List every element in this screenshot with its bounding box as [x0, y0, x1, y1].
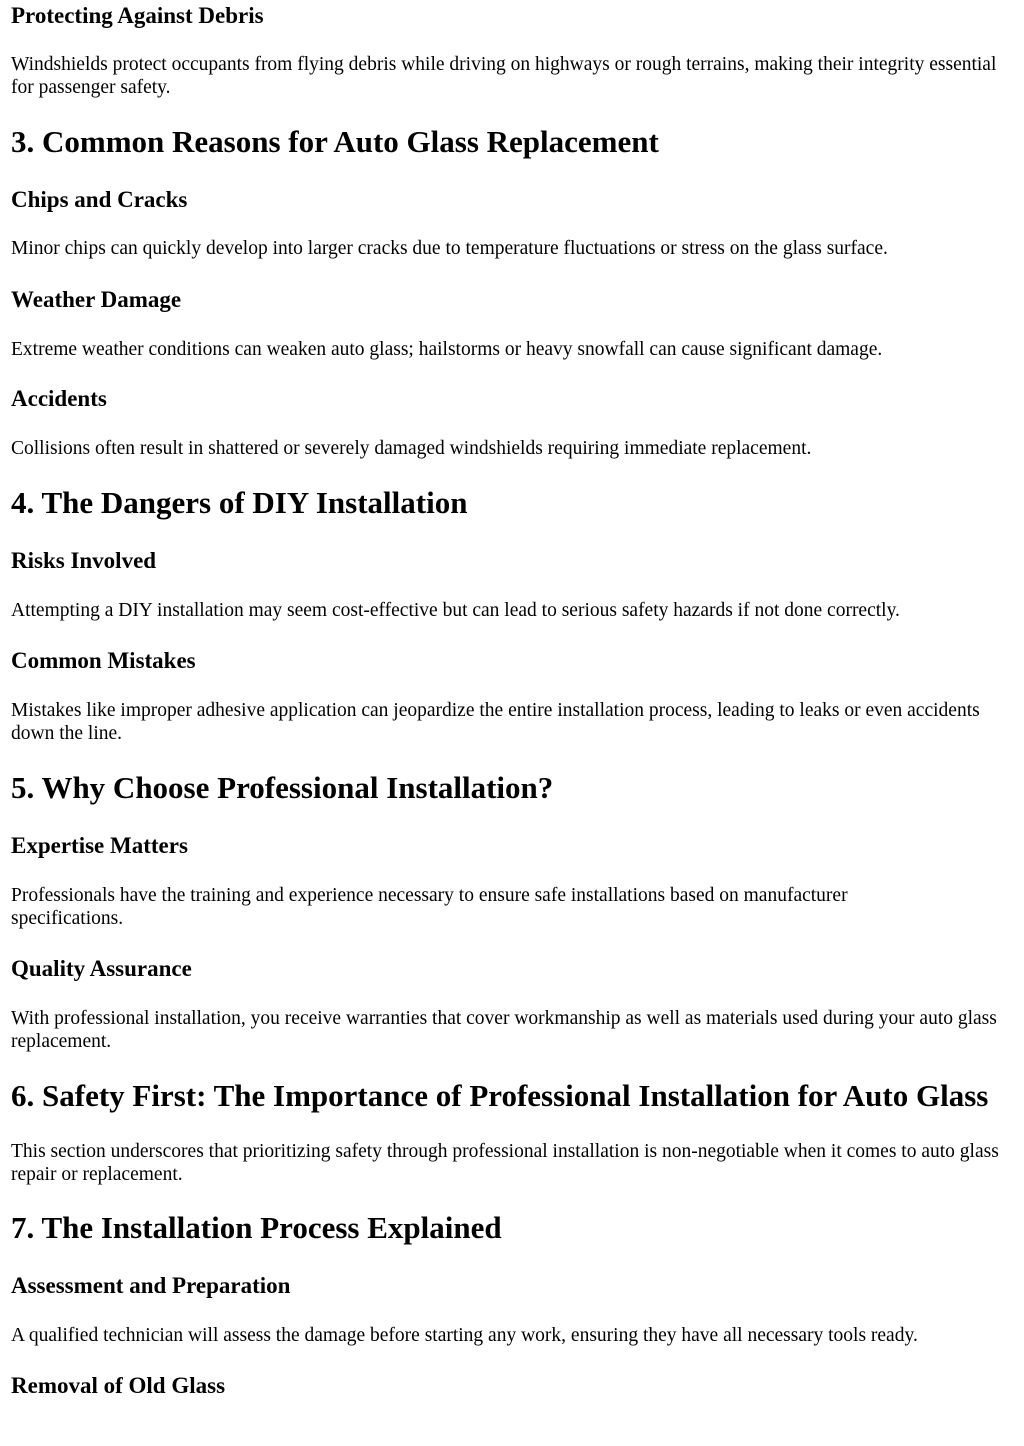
- section-7-title: 7. The Installation Process Explained: [11, 1210, 502, 1245]
- accidents-paragraph: Collisions often result in shattered or severely damaged windshields requiring immediate replacement.: [11, 438, 812, 459]
- assessment-heading: Assessment and Preparation: [11, 1273, 291, 1298]
- mistakes-heading: Common Mistakes: [11, 648, 196, 673]
- section-6-title: 6. Safety First: The Importance of Professional Installation for Auto Glass: [11, 1078, 989, 1113]
- chips-heading: Chips and Cracks: [11, 187, 188, 212]
- assessment-paragraph: A qualified technician will assess the damage before starting any work, ensuring they have all necessary tools ready.: [11, 1325, 918, 1346]
- removal-heading: Removal of Old Glass: [11, 1373, 226, 1398]
- section-6-paragraph: This section underscores that prioritizing safety through professional installation is non-negotiable when it comes to auto glass repair or replacement.: [11, 1141, 999, 1185]
- expertise-heading: Expertise Matters: [11, 833, 188, 858]
- section-5-title: 5. Why Choose Professional Installation?: [11, 770, 554, 805]
- mistakes-paragraph: Mistakes like improper adhesive application can jeopardize the entire installation process, leading to leaks or even accidents down the line.: [11, 700, 980, 744]
- debris-heading: Protecting Against Debris: [11, 3, 264, 28]
- weather-paragraph: Extreme weather conditions can weaken auto glass; hailstorms or heavy snowfall can cause significant damage.: [11, 339, 883, 360]
- debris-paragraph: Windshields protect occupants from flying debris while driving on highways or rough terrains, making their integrity essential for passenger safety.: [11, 54, 997, 98]
- section-3-title: 3. Common Reasons for Auto Glass Replacement: [11, 124, 659, 159]
- chips-paragraph: Minor chips can quickly develop into larger cracks due to temperature fluctuations or stress on the glass surface.: [11, 238, 888, 259]
- risks-paragraph: Attempting a DIY installation may seem cost-effective but can lead to serious safety hazards if not done correctly.: [11, 600, 900, 621]
- section-4-title: 4. The Dangers of DIY Installation: [11, 485, 468, 520]
- expertise-paragraph: Professionals have the training and experience necessary to ensure safe installations based on manufacturer specifications.: [11, 885, 848, 929]
- weather-heading: Weather Damage: [11, 287, 182, 312]
- quality-paragraph: With professional installation, you receive warranties that cover workmanship as well as materials used during your auto glass replacement.: [11, 1008, 997, 1052]
- accidents-heading: Accidents: [11, 386, 107, 411]
- quality-heading: Quality Assurance: [11, 956, 192, 981]
- risks-heading: Risks Involved: [11, 548, 157, 573]
